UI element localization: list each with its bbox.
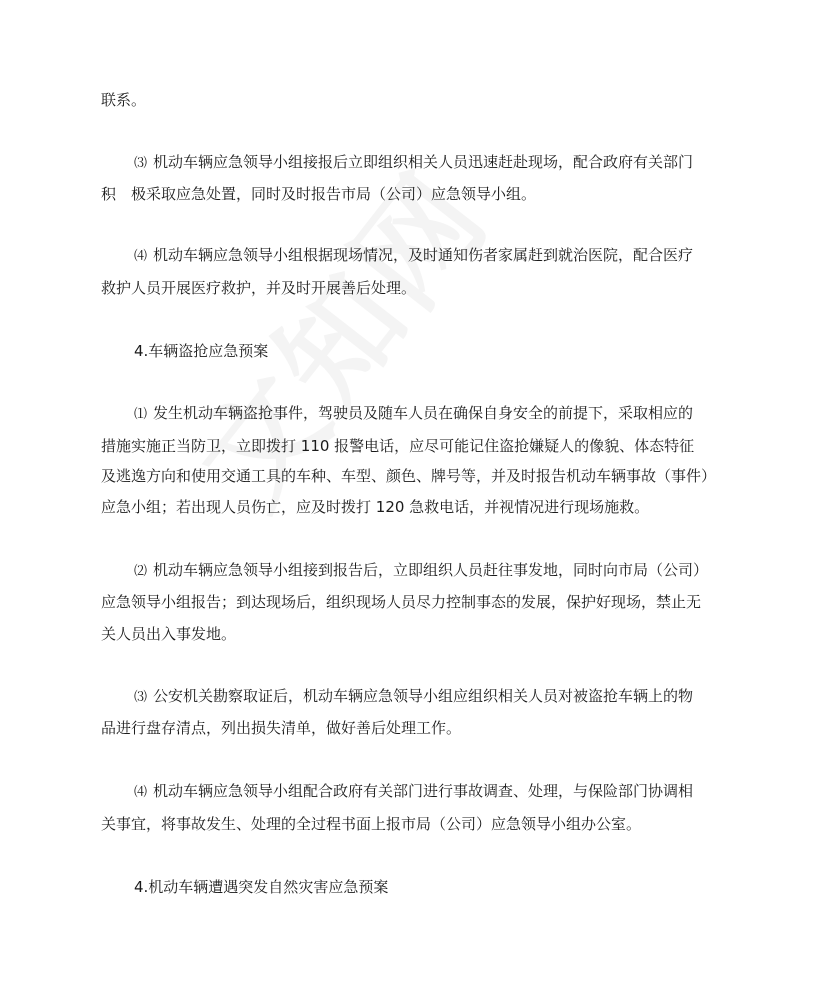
line-text: 机动车辆应急领导小组接报后立即组织相关人员迅速赶赴现场，配合政府有关部门	[153, 153, 694, 171]
text-line	[101, 592, 701, 612]
text-line	[101, 497, 649, 517]
line-text: 机动车辆应急领导小组接到报告后，立即组织人员赶往事发地，同时向市局（公司）	[153, 561, 709, 579]
text-line	[101, 814, 641, 834]
item-marker: ⑷	[134, 249, 148, 264]
line-text: 积 极采取应急处置，同时及时报告市局（公司）应急领导小组。	[101, 185, 537, 203]
heading-text: 4.机动车辆遭遇突发自然灾害应急预案	[134, 878, 389, 896]
paragraph-item-2	[134, 560, 708, 582]
line-text: 联系。	[101, 91, 147, 109]
item-marker: ⑵	[134, 564, 148, 579]
paragraph-item-4	[134, 781, 693, 803]
line-text: 公安机关勘察取证后，机动车辆应急领导小组应组织相关人员对被盗抢车辆上的物	[153, 687, 694, 705]
line-text: 品进行盘存清点，列出损失清单，做好善后处理工作。	[101, 719, 462, 737]
line-text: 措施实施正当防卫，立即拨打 110 报警电话，应尽可能记住盗抢嫌疑人的像貌、体态特征	[101, 437, 695, 455]
section-heading	[134, 341, 268, 361]
text-line	[101, 466, 716, 486]
line-text: 关人员出入事发地。	[101, 625, 237, 643]
text-line	[101, 184, 536, 204]
text-line	[101, 718, 461, 738]
line-text: 机动车辆应急领导小组配合政府有关部门进行事故调查、处理，与保险部门协调相	[153, 782, 694, 800]
line-text: 应急小组；若出现人员伤亡，应及时拨打 120 急救电话，并视情况进行现场施救。	[101, 498, 650, 516]
paragraph-item-1	[134, 403, 693, 425]
line-text: 关事宜，将事故发生、处理的全过程书面上报市局（公司）应急领导小组办公室。	[101, 815, 642, 833]
item-marker: ⑶	[134, 156, 148, 171]
paragraph-item-3	[134, 686, 693, 708]
item-marker: ⑷	[134, 785, 148, 800]
text-line	[101, 90, 146, 110]
text-line	[101, 278, 416, 298]
line-text: 及逃逸方向和使用交通工具的车种、车型、颜色、牌号等，并及时报告机动车辆事故（事件）	[101, 467, 717, 485]
item-marker: ⑶	[134, 690, 148, 705]
section-heading	[134, 877, 388, 897]
text-line	[101, 624, 236, 644]
paragraph-item-3	[134, 152, 693, 174]
line-text: 机动车辆应急领导小组根据现场情况，及时通知伤者家属赶到就治医院，配合医疗	[153, 246, 694, 264]
heading-text: 4.车辆盗抢应急预案	[134, 342, 269, 360]
line-text: 救护人员开展医疗救护，并及时开展善后处理。	[101, 279, 417, 297]
text-line	[101, 436, 694, 456]
line-text: 发生机动车辆盗抢事件，驾驶员及随车人员在确保自身安全的前提下，采取相应的	[153, 404, 694, 422]
item-marker: ⑴	[134, 407, 148, 422]
line-text: 应急领导小组报告；到达现场后，组织现场人员尽力控制事态的发展，保护好现场，禁止无	[101, 593, 702, 611]
paragraph-item-4	[134, 245, 693, 267]
